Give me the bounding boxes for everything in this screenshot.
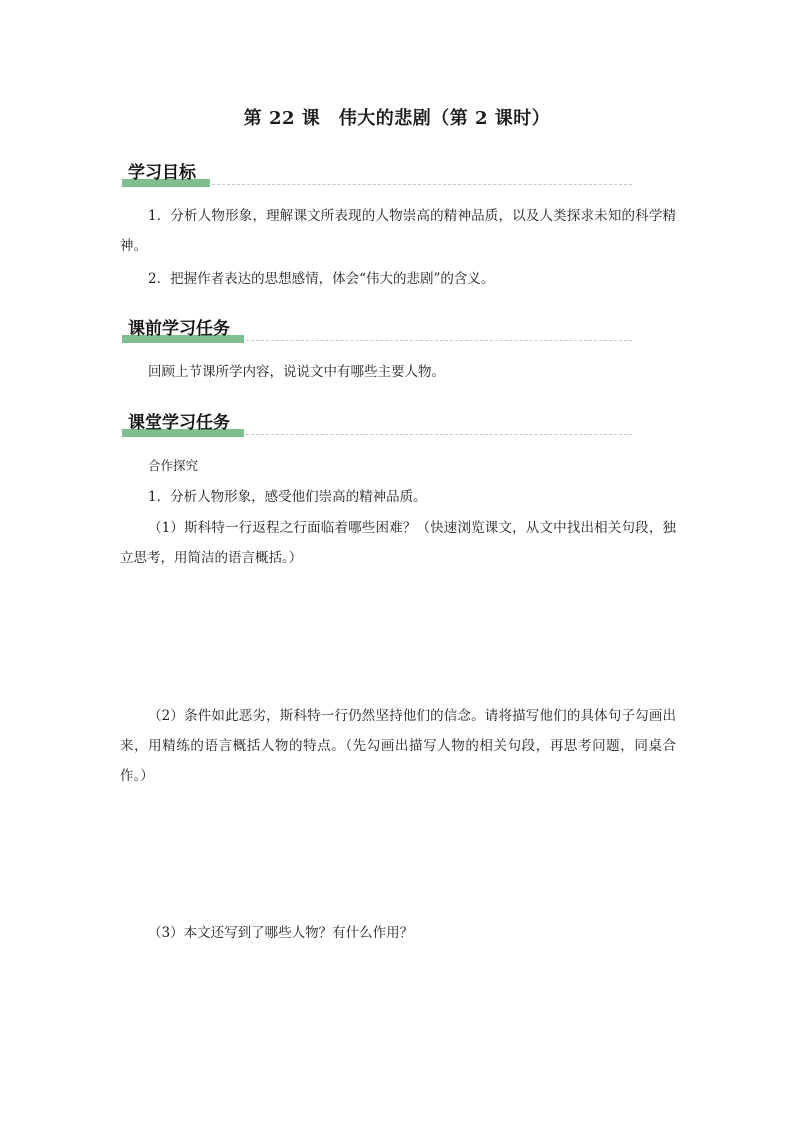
section-label-inclass: 课堂学习任务 [128,413,230,433]
section-divider [246,434,632,435]
section-header-preclass [122,318,632,348]
section-label-objectives: 学习目标 [128,163,196,183]
subheading-cooperative-inquiry: 合作探究 [148,458,199,473]
section-label-preclass: 课前学习任务 [128,319,230,339]
page-title: 第 22 课 伟大的悲剧（第 2 课时） [243,108,551,129]
preclass-task-text: 回顾上节课所学内容，说说文中有哪些主要人物。 [148,364,445,380]
question-3: （3）本文还写到了哪些人物？有什么作用？ [148,925,414,941]
question-1: （1）斯科特一行返程之行面临着哪些困难？（快速浏览课文，从文中找出相关句段，独立思考，用简洁的语言概括。） [120,520,676,566]
objective-item-2: 2．把握作者表达的思想感情，体会“伟大的悲剧”的含义。 [148,271,495,287]
section-header-inclass [122,412,632,442]
section-divider [246,340,632,341]
section-divider [212,184,632,185]
inclass-task-1: 1．分析人物形象，感受他们崇高的精神品质。 [148,489,427,505]
objective-item-1: 1．分析人物形象，理解课文所表现的人物崇高的精神品质，以及人类探求未知的科学精神。 [120,208,676,254]
question-2: （2）条件如此恶劣，斯科特一行仍然坚持他们的信念。请将描写他们的具体句子勾画出来，用精练的语言概括人物的特点。（先勾画出描写人物的相关句段，再思考问题，同桌合作。） [120,708,676,784]
section-header-objectives [122,162,632,192]
